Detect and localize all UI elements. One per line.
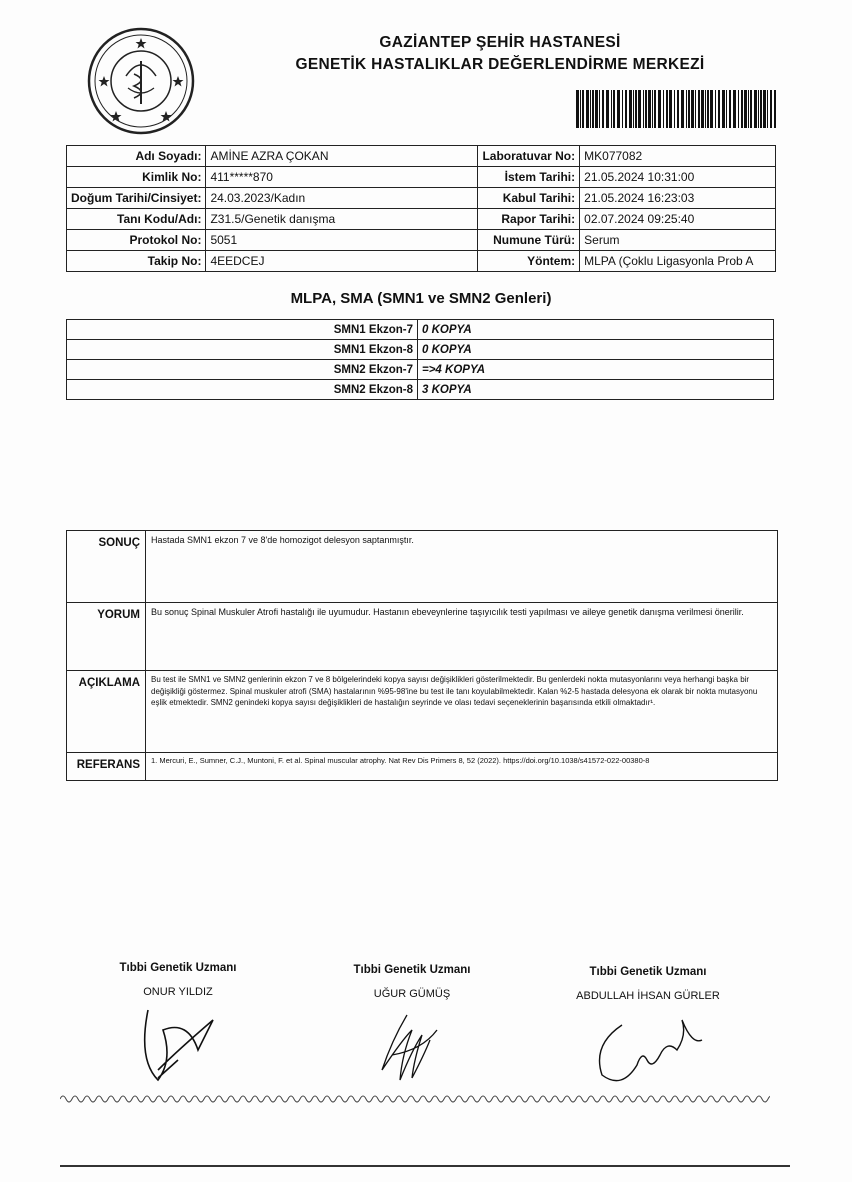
sonuc-text: Hastada SMN1 ekzon 7 ve 8'de homozigot delesyon saptanmıştır. (146, 531, 778, 603)
signature-3-icon (582, 1005, 712, 1095)
bottom-divider (60, 1165, 790, 1171)
signature-1-icon (118, 1000, 248, 1090)
field-value: 411*****870 (206, 167, 478, 188)
referans-label: REFERANS (67, 753, 146, 781)
exon-name: SMN2 Ekzon-8 (67, 380, 418, 400)
aciklama-text: Bu test ile SMN1 ve SMN2 genlerinin ekzon 7 ve 8 bölgelerindeki kopya sayısı değişiklikleri gösterilmektedir. Bu genlerdeki nokta mutasyonlarını veya herhangi başka bir değişikliği göstermez. Spinal muskuler atrofi (SMA) hastalarının %95-98'ine bu test ile tanı koyulabilmektedir. Kalan %2-5 hastada delesyona ek olarak bir nokta mutasyonu eşlik etmektedir. SMN2 genindeki kopya sayısı değişiklikleri de hastalığın seyrinde ve olası tedavi seçeneklerinin başarısında etkili olmaktadır¹. (146, 671, 778, 753)
copy-number: =>4 KOPYA (418, 360, 774, 380)
field-label: Tanı Kodu/Adı: (67, 209, 206, 230)
result-row (67, 340, 774, 360)
field-value: 4EEDCEJ (206, 251, 478, 272)
field-value: 02.07.2024 09:25:40 (580, 209, 776, 230)
signature-name-3: ABDULLAH İHSAN GÜRLER (576, 990, 720, 1002)
signature-name-1: ONUR YILDIZ (143, 986, 213, 998)
field-label: İstem Tarihi: (478, 167, 580, 188)
field-label: Kimlik No: (67, 167, 206, 188)
barcode-icon (576, 90, 776, 128)
field-label: Protokol No: (67, 230, 206, 251)
result-row (67, 360, 774, 380)
referans-text: 1. Mercuri, E., Sumner, C.J., Muntoni, F. et al. Spinal muscular atrophy. Nat Rev Dis Primers 8, 52 (2022). https://doi.org/10.1038/s41572-022-00380-8 (146, 753, 778, 781)
patient-info-row (67, 209, 776, 230)
document-footer-pattern (60, 1092, 770, 1106)
yorum-label: YORUM (67, 603, 146, 671)
field-value: 21.05.2024 10:31:00 (580, 167, 776, 188)
aciklama-label: AÇIKLAMA (67, 671, 146, 753)
yorum-text: Bu sonuç Spinal Muskuler Atrofi hastalığı ile uyumudur. Hastanın ebeveynlerine taşıyıcılık testi yapılması ve aileye genetik danışma verilmesi önerilir. (146, 603, 778, 671)
exon-name: SMN1 Ekzon-7 (67, 320, 418, 340)
sonuc-row (67, 531, 778, 603)
hospital-name: GAZİANTEP ŞEHİR HASTANESİ (379, 34, 621, 51)
field-value: AMİNE AZRA ÇOKAN (206, 146, 478, 167)
copy-number: 0 KOPYA (418, 340, 774, 360)
field-value: MLPA (Çoklu Ligasyonla Prob A (580, 251, 776, 272)
referans-row (67, 753, 778, 781)
patient-info-row (67, 188, 776, 209)
report-notes-table (66, 530, 778, 781)
result-row (67, 320, 774, 340)
mlpa-result-table (66, 319, 774, 400)
field-value: Serum (580, 230, 776, 251)
field-label: Rapor Tarihi: (478, 209, 580, 230)
test-title: MLPA, SMA (SMN1 ve SMN2 Genleri) (290, 290, 552, 307)
copy-number: 0 KOPYA (418, 320, 774, 340)
exon-name: SMN1 Ekzon-8 (67, 340, 418, 360)
field-value: MK077082 (580, 146, 776, 167)
field-value: 5051 (206, 230, 478, 251)
copy-number: 3 KOPYA (418, 380, 774, 400)
field-label: Kabul Tarihi: (478, 188, 580, 209)
field-label: Takip No: (67, 251, 206, 272)
field-value: Z31.5/Genetik danışma (206, 209, 478, 230)
signature-2-icon (352, 1000, 482, 1090)
signature-title-1: Tıbbi Genetik Uzmanı (119, 962, 237, 974)
patient-info-row (67, 251, 776, 272)
field-label: Laboratuvar No: (478, 146, 580, 167)
signature-title-3: Tıbbi Genetik Uzmanı (589, 966, 707, 978)
signature-name-2: UĞUR GÜMÜŞ (373, 988, 451, 1000)
center-name: GENETİK HASTALIKLAR DEĞERLENDİRME MERKEZİ (295, 56, 705, 73)
patient-info-row (67, 167, 776, 188)
field-label: Numune Türü: (478, 230, 580, 251)
yorum-row (67, 603, 778, 671)
patient-info-row (67, 146, 776, 167)
exon-name: SMN2 Ekzon-7 (67, 360, 418, 380)
field-value: 24.03.2023/Kadın (206, 188, 478, 209)
field-label: Doğum Tarihi/Cinsiyet: (67, 188, 206, 209)
patient-info-row (67, 230, 776, 251)
sonuc-label: SONUÇ (67, 531, 146, 603)
ministry-of-health-seal-icon (86, 26, 196, 136)
patient-info-table (66, 145, 776, 272)
result-row (67, 380, 774, 400)
field-label: Yöntem: (478, 251, 580, 272)
field-label: Adı Soyadı: (67, 146, 206, 167)
aciklama-row (67, 671, 778, 753)
field-value: 21.05.2024 16:23:03 (580, 188, 776, 209)
signature-title-2: Tıbbi Genetik Uzmanı (353, 964, 471, 976)
